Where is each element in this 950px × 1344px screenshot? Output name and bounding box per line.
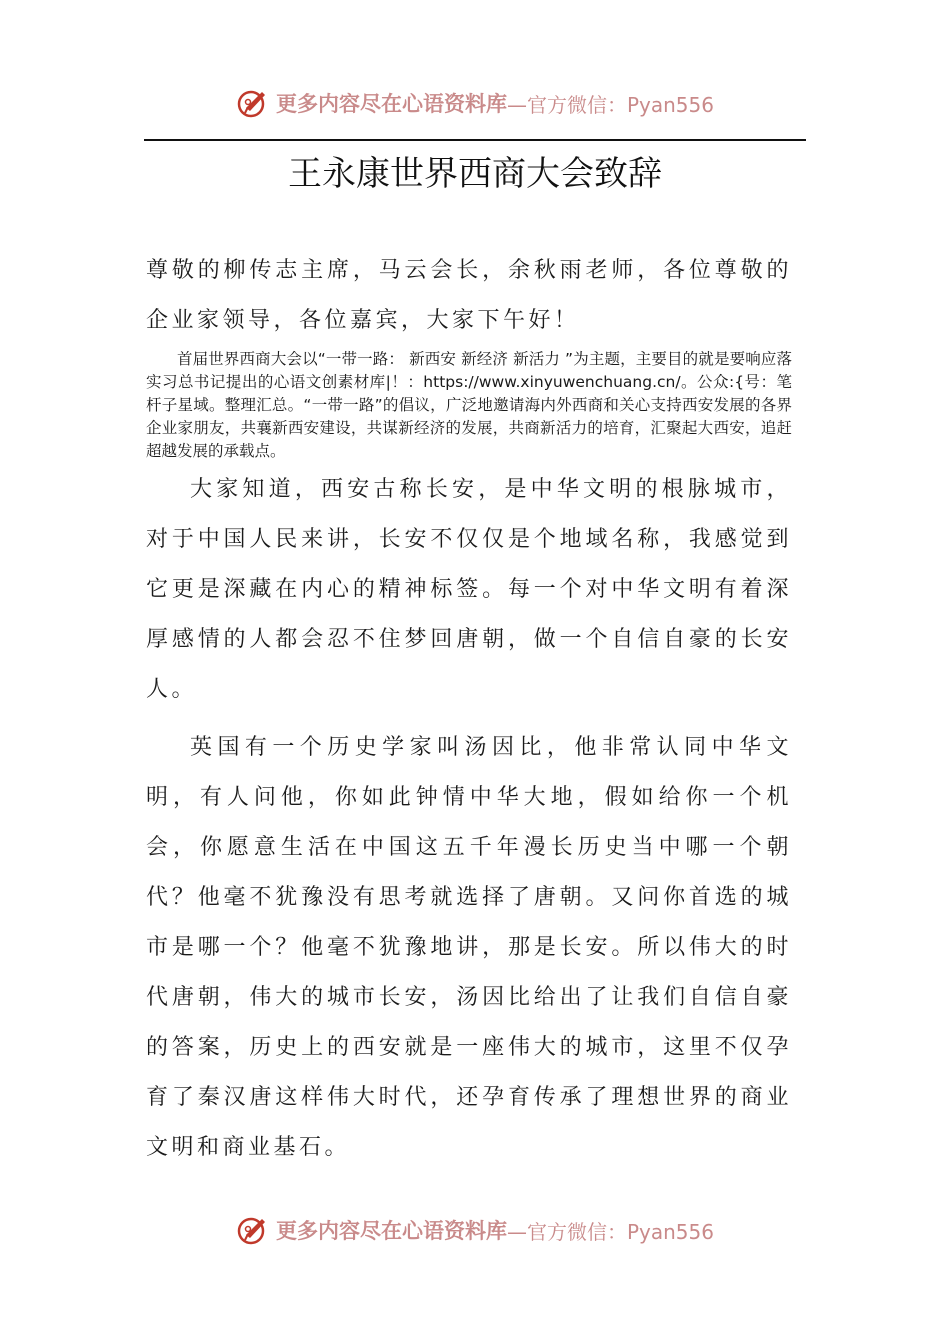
- banner-brand-text: 更多内容尽在心语资料库: [275, 91, 507, 116]
- paragraph-greeting: 尊敬的柳传志主席，马云会长，余秋雨老师，各位尊敬的企业家领导，各位嘉宾，大家下午好！: [146, 258, 792, 333]
- paragraph-theme: 首届世界西商大会以“一带一路： 新西安 新经济 新活力 ”为主题，主要目的就是要响应落实习总书记提出的心语文创素材库|！：https://www.xinyuwenchuang.cn/。公众:{号：笔杆子星域。整理汇总。“一带一路”的倡议，广泛地邀请海内外西商和关心支持西安发展的各界企业家朋友，共襄新西安建设，共谋新经济的发展，共商新活力的培育，汇聚起大西安，追赶超越发展的承载点。: [146, 350, 792, 460]
- document-body: [146, 246, 792, 1173]
- document-title: 王永康世界西商大会致辞: [288, 154, 662, 194]
- banner-contact-text: —官方微信：Pyan556: [506, 92, 714, 117]
- footer-banner: [0, 1210, 950, 1250]
- footer-brand-text: 更多内容尽在心语资料库: [275, 1218, 507, 1243]
- header-banner: [0, 83, 950, 123]
- paragraph-toynbee: 英国有一个历史学家叫汤因比，他非常认同中华文明，有人问他，你如此钟情中华大地，假如给你一个机会，你愿意生活在中国这五千年漫长历史当中哪一个朝代？他毫不犹豫没有思考就选择了唐朝。又问你首选的城市是哪一个？他毫不犹豫地讲，那是长安。所以伟大的时代唐朝，伟大的城市长安，汤因比给出了让我们自信自豪的答案，历史上的西安就是一座伟大的城市，这里不仅孕育了秦汉唐这样伟大时代，还孕育传承了理想世界的商业文明和商业基石。: [146, 735, 792, 1160]
- quill-logo-icon: [236, 1213, 270, 1247]
- header-divider: [144, 139, 806, 141]
- paragraph-xian-history: 大家知道，西安古称长安，是中华文明的根脉城市，对于中国人民来讲，长安不仅仅是个地域名称，我感觉到它更是深藏在内心的精神标签。每一个对中华文明有着深厚感情的人都会忍不住梦回唐朝，做一个自信自豪的长安人。: [146, 477, 792, 702]
- quill-logo-icon: [236, 86, 270, 120]
- footer-contact-text: —官方微信：Pyan556: [506, 1219, 714, 1244]
